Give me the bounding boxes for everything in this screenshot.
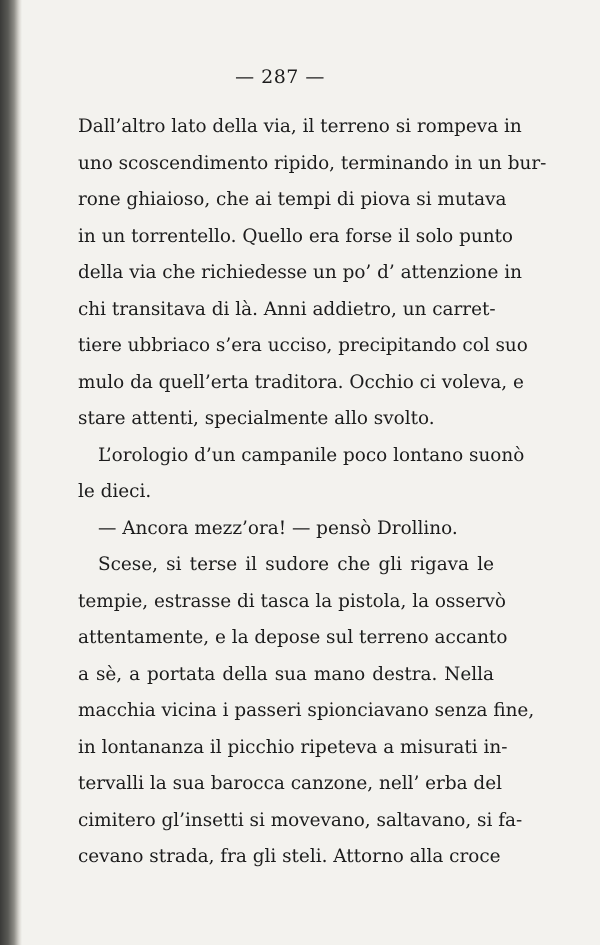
page-text-body [78, 109, 547, 876]
text-line: mulo da quell’erta traditora. Occhio ci voleva, e [78, 371, 524, 393]
text-line: della via che richiedesse un po’ d’ attenzione in [78, 262, 522, 283]
text-line: tiere ubbriaco s’era ucciso, precipitando col suo [78, 335, 528, 356]
text-line: cimitero gl’insetti si movevano, saltavano, si fa- [78, 809, 523, 831]
text-line: tervalli la sua barocca canzone, nell’ erba del [78, 773, 502, 794]
text-line: tempie, estrasse di tasca la pistola, la osservò [78, 590, 506, 612]
text-line: attentamente, e la depose sul terreno accanto [78, 627, 508, 648]
text-line: le dieci. [78, 481, 152, 502]
text-line: rone ghiaioso, che ai tempi di piova si mutava [78, 189, 507, 210]
text-line: in lontananza il picchio ripeteva a misurati in- [78, 736, 508, 758]
text-line: — Ancora mezz’ora! — pensò Drollino. [98, 517, 458, 539]
text-line: macchia vicina i passeri spionciavano senza fine, [78, 700, 535, 721]
text-line: uno scoscendimento ripido, terminando in un bur- [78, 152, 547, 174]
text-line: a sè, a portata della sua mano destra. Nella [78, 663, 494, 685]
text-line: chi transitava di là. Anni addietro, un carret- [78, 298, 496, 320]
book-binding-edge [0, 0, 22, 945]
page-number: — 287 — [235, 66, 325, 88]
text-line: cevano strada, fra gli steli. Attorno alla croce [78, 846, 501, 867]
text-line: L’orologio d’un campanile poco lontano suonò [98, 444, 525, 466]
text-line: Scese, si terse il sudore che gli rigava le [98, 554, 494, 575]
text-line: stare attenti, specialmente allo svolto. [78, 408, 435, 429]
text-line: Dall’altro lato della via, il terreno si rompeva in [78, 116, 522, 137]
text-line: in un torrentello. Quello era forse il solo punto [78, 225, 514, 247]
